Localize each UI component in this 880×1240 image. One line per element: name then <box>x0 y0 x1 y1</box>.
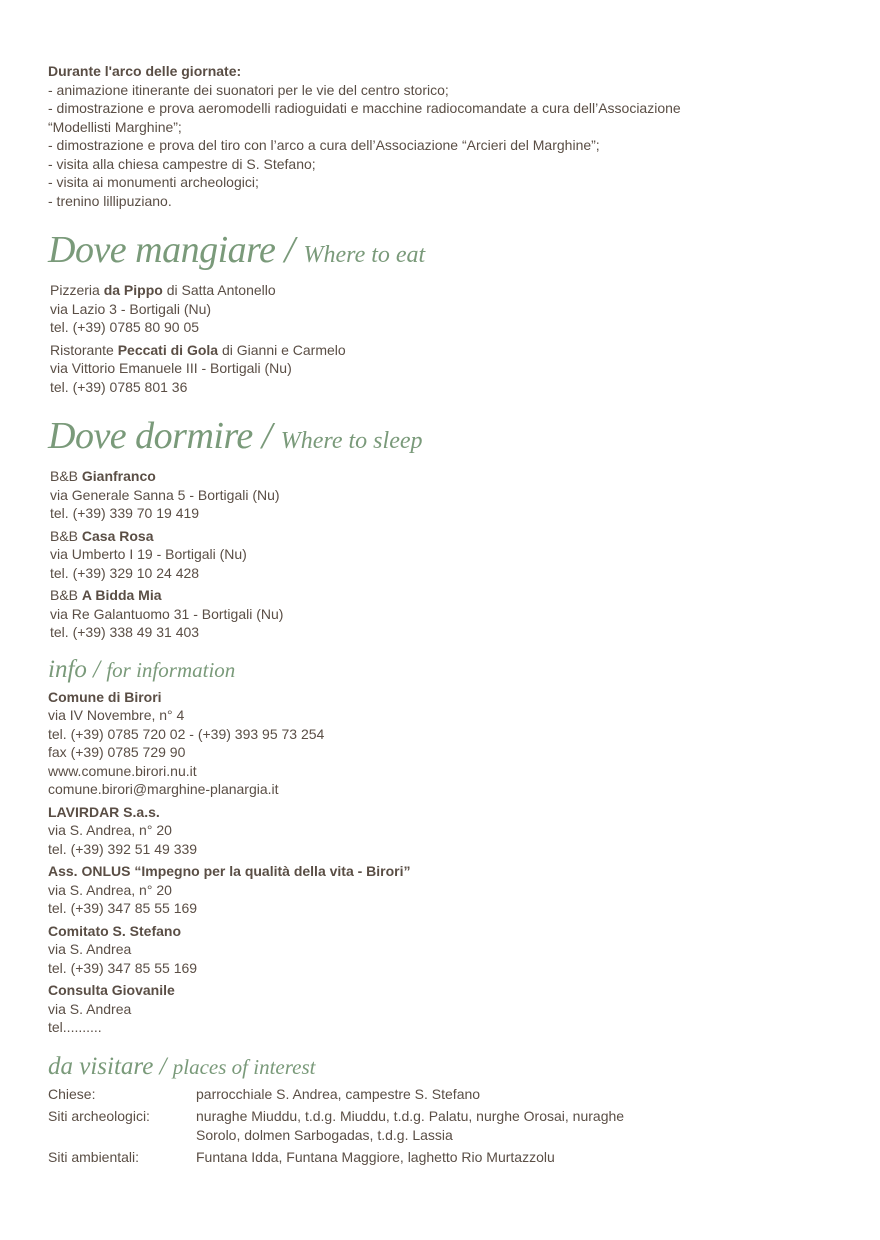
place-address: via Lazio 3 - Bortigali (Nu) <box>50 300 212 317</box>
info-section-title <box>48 656 848 684</box>
visit-section-title <box>48 1053 848 1081</box>
sleep-list <box>48 467 848 642</box>
contact-name: Ass. ONLUS “Impegno per la qualità della vita - Birori” <box>48 863 411 879</box>
contact-line: tel. (+39) 392 51 49 339 <box>48 840 198 857</box>
info-list <box>48 688 848 1037</box>
eat-section-title <box>48 230 848 275</box>
visit-value: Funtana Idda, Funtana Maggiore, laghetto Rio Murtazzolu <box>196 1149 555 1165</box>
website-link[interactable]: www.comune.birori.nu.it <box>48 762 197 779</box>
sleep-section-title <box>48 416 848 461</box>
contact-line: tel. (+39) 347 85 55 169 <box>48 900 198 916</box>
place-address: via Vittorio Emanuele III - Bortigali (Nu) <box>50 360 292 376</box>
contact-line: via S. Andrea <box>48 1000 132 1017</box>
contact-line: tel. (+39) 0785 720 02 - (+39) 393 95 73 254 <box>48 725 325 742</box>
sleep-place <box>50 586 848 642</box>
contact <box>48 922 848 978</box>
place-tel: tel. (+39) 0785 801 36 <box>50 378 188 395</box>
contact-name: Comitato S. Stefano <box>48 922 182 939</box>
place-prefix: B&B <box>50 527 82 544</box>
visit-row <box>48 1107 848 1144</box>
place-tel: tel. (+39) 329 10 24 428 <box>50 564 200 581</box>
place-name: Casa Rosa <box>81 527 154 544</box>
contact-name: LAVIRDAR S.a.s. <box>48 803 160 820</box>
eat-subtitle: Where to eat <box>303 242 426 268</box>
eat-list <box>48 281 848 396</box>
visit-title: da visitare / <box>48 1052 173 1080</box>
visit-key: Siti ambientali: <box>48 1149 140 1165</box>
contact-line: via S. Andrea, n° 20 <box>48 822 172 838</box>
place-name: da Pippo <box>103 282 163 298</box>
sleep-subtitle: Where to sleep <box>280 428 423 454</box>
visit-row <box>48 1148 848 1167</box>
contact-line: tel. (+39) 347 85 55 169 <box>48 959 198 976</box>
contact-line: via S. Andrea <box>48 941 132 957</box>
contact <box>48 981 848 1037</box>
place-prefix: B&B <box>50 587 82 603</box>
intro-list <box>48 81 848 211</box>
intro-item: - visita ai monumenti archeologici; <box>48 174 259 190</box>
place-name: Peccati di Gola <box>117 341 219 358</box>
place-address: via Umberto I 19 - Bortigali (Nu) <box>50 546 247 562</box>
contact-name: Comune di Birori <box>48 688 162 705</box>
intro-heading: Durante l'arco delle giornate: <box>48 63 242 79</box>
contact-line: fax (+39) 0785 729 90 <box>48 744 186 760</box>
visit-value: Sorolo, dolmen Sarbogadas, t.d.g. Lassia <box>196 1126 453 1143</box>
place-tel: tel. (+39) 339 70 19 419 <box>50 505 200 521</box>
place-address: via Re Galantuomo 31 - Bortigali (Nu) <box>50 605 284 622</box>
eat-place <box>50 341 848 397</box>
contact <box>48 862 848 918</box>
place-suffix: di Satta Antonello <box>162 282 276 298</box>
contact <box>48 803 848 859</box>
intro-item: - trenino lillipuziano. <box>48 192 172 209</box>
place-name: A Bidda Mia <box>81 587 162 603</box>
intro-item: - dimostrazione e prova del tiro con l’arco a cura dell’Associazione “Arcieri del Marghine”; <box>48 137 600 153</box>
sleep-place <box>50 467 848 523</box>
sleep-title: Dove dormire / <box>48 415 281 457</box>
visit-key: Siti archeologici: <box>48 1108 150 1124</box>
eat-place <box>50 281 848 337</box>
intro-item: - visita alla chiesa campestre di S. Stefano; <box>48 155 316 172</box>
visit-key: Chiese: <box>48 1085 96 1102</box>
intro-item: - animazione itinerante dei suonatori per le vie del centro storico; <box>48 81 449 98</box>
eat-title: Dove mangiare / <box>48 229 304 271</box>
contact <box>48 688 848 799</box>
contact-line: tel.......... <box>48 1019 102 1035</box>
place-address: via Generale Sanna 5 - Bortigali (Nu) <box>50 486 280 503</box>
place-tel: tel. (+39) 338 49 31 403 <box>50 624 200 640</box>
sleep-place <box>50 527 848 583</box>
place-suffix: di Gianni e Carmelo <box>218 341 346 358</box>
place-tel: tel. (+39) 0785 80 90 05 <box>50 319 200 335</box>
place-prefix: Ristorante <box>50 341 118 358</box>
place-name: Gianfranco <box>81 468 156 484</box>
intro-item: “Modellisti Marghine”; <box>48 118 182 135</box>
contact-name: Consulta Giovanile <box>48 982 175 998</box>
intro-item: - dimostrazione e prova aeromodelli radioguidati e macchine radiocomandate a cura dell’Associazione <box>48 100 681 116</box>
place-prefix: B&B <box>50 468 82 484</box>
info-subtitle: for information <box>106 657 236 682</box>
visit-table <box>48 1085 848 1167</box>
visit-value: nuraghe Miuddu, t.d.g. Miuddu, t.d.g. Palatu, nurghe Orosai, nuraghe <box>196 1108 625 1124</box>
visit-row <box>48 1085 848 1104</box>
visit-subtitle: places of interest <box>172 1054 316 1079</box>
page <box>48 62 848 1167</box>
contact-line: via IV Novembre, n° 4 <box>48 707 185 723</box>
info-title: info / <box>48 655 107 683</box>
place-prefix: Pizzeria <box>50 282 104 298</box>
visit-value: parrocchiale S. Andrea, campestre S. Stefano <box>196 1085 481 1102</box>
contact-line: via S. Andrea, n° 20 <box>48 881 172 898</box>
email-link[interactable]: comune.birori@marghine-planargia.it <box>48 781 279 797</box>
